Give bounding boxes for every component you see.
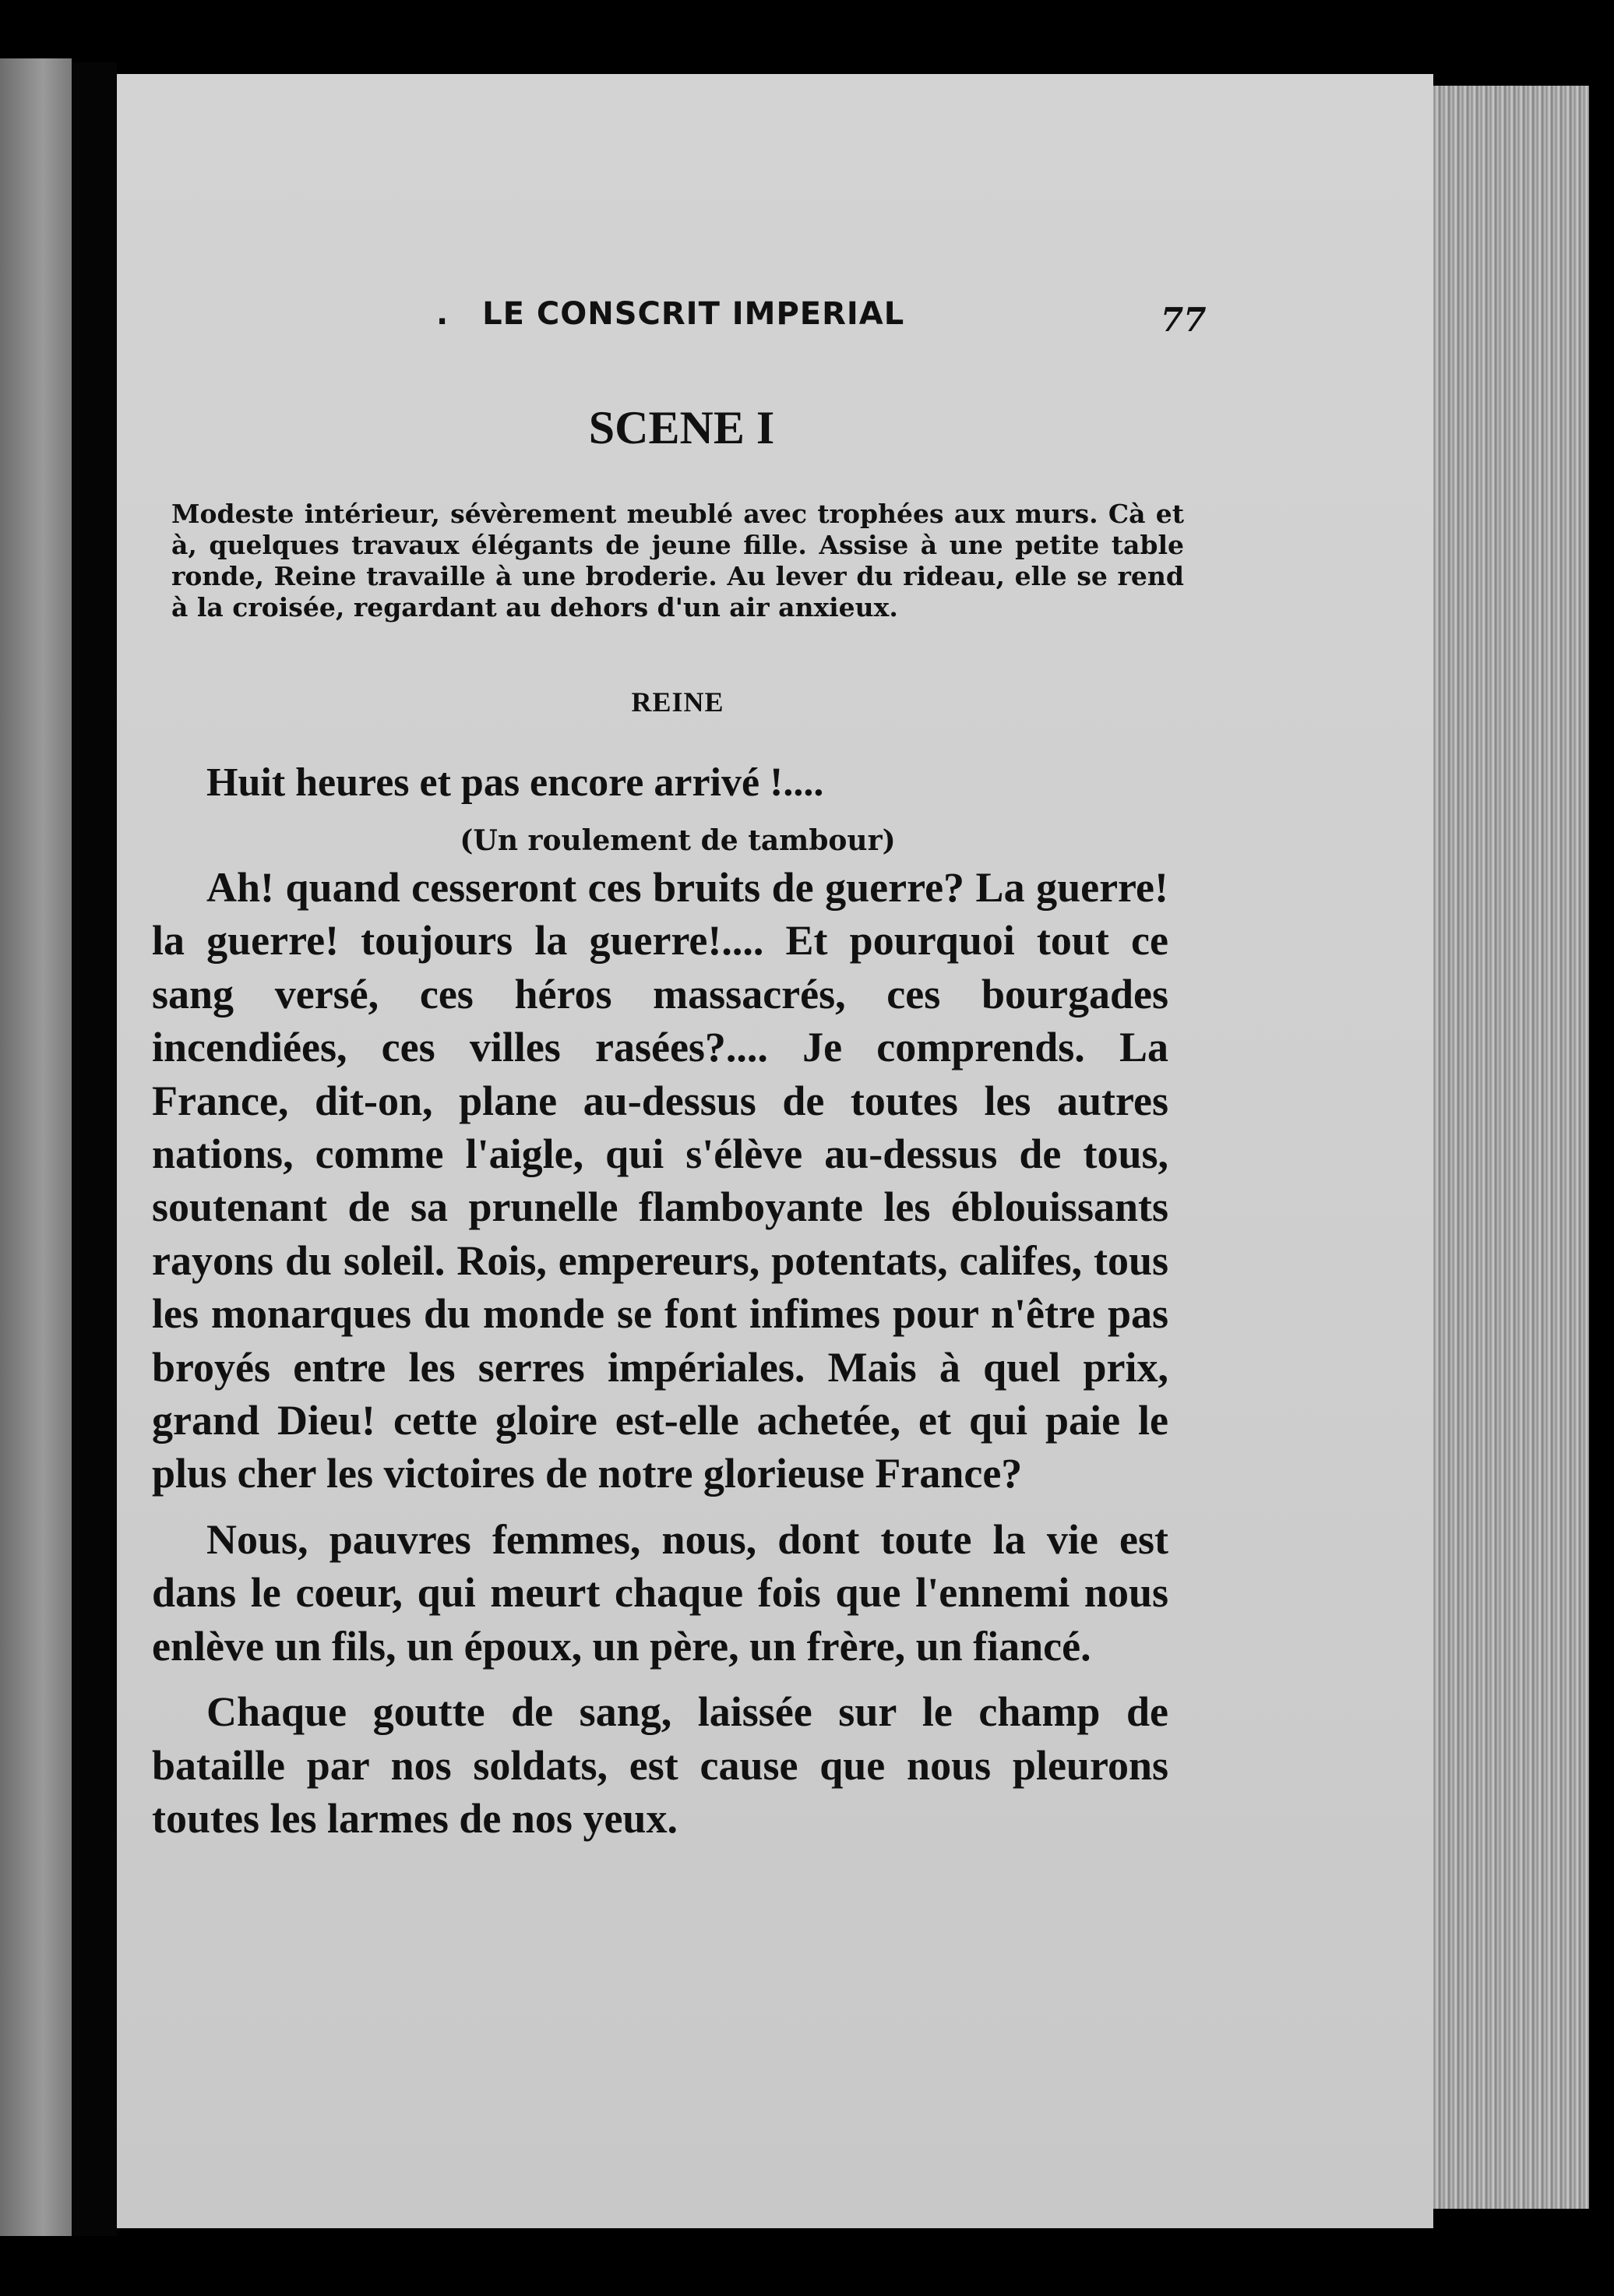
speech-paragraph: Nous, pauvres femmes, nous, dont toute la vie est dans le coeur, qui meurt chaque fois que l'ennemi nous enlève un fils, un époux, un père, un frère, un fiancé. <box>152 1515 1168 1670</box>
left-page-edge <box>0 58 72 2236</box>
speech-paragraph: Chaque goutte de sang, laissée sur le champ de bataille par nos soldats, est cause que nous pleurons toutes les larmes de nos yeux. <box>152 1688 1168 1842</box>
page-number: 77 <box>1161 301 1207 339</box>
running-head-title: LE CONSCRIT IMPERIAL <box>482 296 905 332</box>
page-stack-edge <box>1425 86 1589 2209</box>
running-head-dot: . <box>436 296 449 332</box>
character-name: REINE <box>631 686 724 718</box>
stage-direction: Modeste intérieur, sévèrement meublé avec trophées aux murs. Cà et à, quelques travaux élégants de jeune fille. Assise à une petite table ronde, Reine travaille à une broderie. Au lever du rideau, elle se rend à la croisée, regardant au dehors d'un air anxieux. <box>171 499 1184 622</box>
speech-paragraph: Ah! quand cesseront ces bruits de guerre? La guerre! la guerre! toujours la guerre!.... Et pourquoi tout ce sang versé, ces héros massacrés, ces bourgades incendiées, ces villes rasées?.... Je comprends. La France, dit-on, plane au-dessus de toutes les autres nations, comme l'aigle, qui s'élève au-dessus de tous, soutenant de sa prunelle flamboyante les éblouissants rayons du soleil. Rois, empereurs, potentats, califes, tous les monarques du monde se font infimes pour n'être pas broyés entre les serres impériales. Mais à quel prix, grand Dieu! cette gloire est-elle achetée, et qui paie le plus cher les victoires de notre glorieuse France? <box>152 864 1168 1497</box>
book-spine-gutter <box>72 62 117 2236</box>
first-speech-line: Huit heures et pas encore arrivé !.... <box>206 760 824 805</box>
running-head <box>436 296 1215 332</box>
stage-aside: (Un roulement de tambour) <box>460 824 896 857</box>
speech-body <box>152 861 1168 1857</box>
scene-title: SCENE I <box>588 402 775 453</box>
